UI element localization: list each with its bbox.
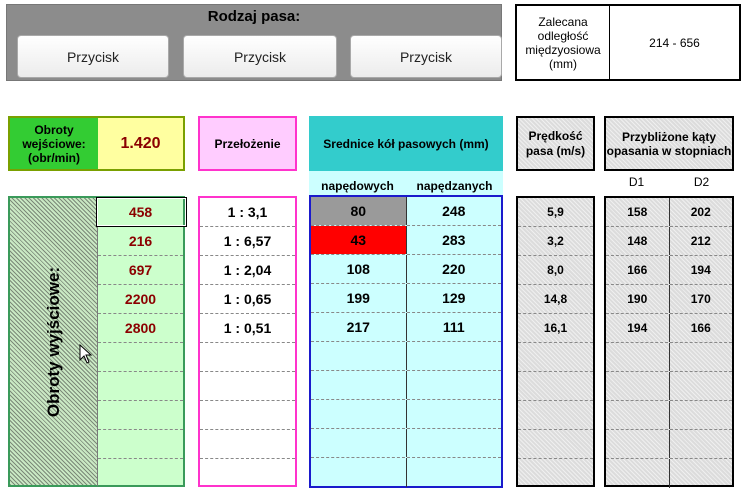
angle-d2-cell[interactable]: 202 [690, 205, 711, 219]
output-speed-cell[interactable] [98, 430, 183, 458]
driving-diameter-cell[interactable]: 43 [311, 226, 407, 254]
output-speed-row [98, 285, 183, 314]
output-speed-row [98, 256, 183, 285]
input-speed-value[interactable]: 1.420 [98, 118, 183, 169]
output-speed-cell[interactable] [98, 459, 183, 488]
driven-diameter-cell[interactable]: 283 [442, 232, 466, 248]
ratio-cell[interactable] [200, 430, 295, 458]
angles-column [604, 196, 734, 487]
angle-d2-cell[interactable]: 166 [690, 321, 711, 335]
angle-d1-subheader: D1 [628, 175, 645, 189]
driving-diameter-cell[interactable]: 108 [311, 255, 407, 283]
output-speed-row [98, 459, 183, 488]
diameter-row [311, 400, 501, 429]
belt-speed-cell[interactable]: 5,9 [547, 205, 564, 219]
angle-d2-cell[interactable]: 194 [690, 263, 711, 277]
angle-d1-cell[interactable]: 166 [606, 256, 670, 284]
angle-row [606, 256, 732, 285]
driven-diameter-cell[interactable]: 220 [442, 261, 466, 277]
driving-diameter-cell[interactable] [311, 400, 407, 428]
diameter-row [311, 458, 501, 487]
driving-diameter-cell[interactable]: 199 [311, 284, 407, 312]
diameter-row [311, 371, 501, 400]
belt-speed-row [518, 285, 593, 314]
angle-row [606, 372, 732, 401]
angle-d2-cell[interactable] [670, 372, 733, 400]
angle-d1-cell[interactable] [606, 343, 670, 371]
diameter-row [311, 429, 501, 458]
belt-type-button-2[interactable]: Przycisk [183, 35, 337, 78]
driving-diameter-cell[interactable]: 217 [311, 313, 407, 341]
belt-speed-header: Prędkość pasa (m/s) [516, 116, 595, 171]
driving-diameter-cell[interactable] [311, 429, 407, 457]
belt-speed-cell[interactable]: 14,8 [543, 292, 568, 306]
diameter-row [311, 284, 501, 313]
driving-diameter-cell[interactable] [311, 371, 407, 399]
ratio-row [200, 314, 295, 343]
ratio-row [200, 459, 295, 488]
driven-diameter-cell[interactable] [407, 371, 502, 399]
driven-diameter-cell[interactable] [407, 429, 502, 457]
angle-d2-cell[interactable]: 170 [690, 292, 711, 306]
diameters-header: Srednice kół pasowych (mm) [309, 116, 503, 171]
selected-cell-outline [96, 197, 187, 227]
angle-row [606, 343, 732, 372]
belt-speed-cell[interactable] [518, 459, 593, 488]
ratio-cell[interactable]: 1 : 0,51 [223, 320, 272, 336]
recommended-distance-value: 214 - 656 [649, 35, 700, 50]
angle-d1-cell[interactable]: 158 [606, 198, 670, 226]
belt-speed-cell[interactable] [518, 372, 593, 400]
ratio-row [200, 372, 295, 401]
driving-subheader: napędowych [321, 179, 394, 193]
diameters-column [309, 195, 503, 488]
ratio-row [200, 198, 295, 227]
output-speed-cell[interactable]: 2800 [124, 320, 157, 336]
output-speed-cell[interactable] [98, 343, 183, 371]
output-speed-cell[interactable] [98, 372, 183, 400]
angle-d1-cell[interactable]: 148 [606, 227, 670, 255]
belt-speed-row [518, 430, 593, 459]
recommended-distance-box [515, 4, 741, 81]
angle-d2-cell[interactable] [670, 401, 733, 429]
angle-row [606, 430, 732, 459]
diameters-subheader-bar [309, 171, 503, 195]
angles-header: Przybliżone kąty opasania w stopniach [604, 116, 734, 171]
belt-speed-row [518, 372, 593, 401]
angle-d2-cell[interactable] [670, 430, 733, 458]
driven-diameter-cell[interactable] [407, 400, 502, 428]
output-speed-cell[interactable] [98, 401, 183, 429]
ratio-row [200, 343, 295, 372]
belt-speed-cell[interactable] [518, 430, 593, 458]
angle-d2-cell[interactable] [670, 459, 733, 488]
belt-speed-row [518, 459, 593, 488]
ratio-cell[interactable]: 1 : 6,57 [223, 233, 272, 249]
angle-d1-cell[interactable] [606, 372, 670, 400]
mouse-pointer-icon [79, 344, 93, 364]
angle-row [606, 401, 732, 430]
output-speed-values [97, 196, 185, 487]
belt-speed-cell[interactable] [518, 401, 593, 429]
belt-speed-cell[interactable]: 3,2 [547, 234, 564, 248]
diameter-row [311, 342, 501, 371]
ratio-row [200, 256, 295, 285]
angles-subheader-row [604, 175, 734, 193]
angle-row [606, 314, 732, 343]
ratio-column [198, 196, 297, 487]
angle-d2-cell[interactable] [670, 343, 733, 371]
driven-subheader: napędzanych [416, 179, 493, 193]
angle-row [606, 227, 732, 256]
output-speed-cell[interactable]: 216 [128, 233, 153, 249]
ratio-header: Przełożenie [198, 116, 297, 171]
angle-d1-cell[interactable] [606, 401, 670, 429]
angle-d1-cell[interactable]: 194 [606, 314, 670, 342]
driven-diameter-cell[interactable] [407, 342, 502, 370]
belt-speed-row [518, 256, 593, 285]
belt-speed-cell[interactable]: 8,0 [547, 263, 564, 277]
output-speed-label-column [8, 196, 97, 487]
belt-speed-cell[interactable] [518, 343, 593, 371]
recommended-distance-label: Zalecana odległość międzyosiowa (mm) [517, 6, 610, 79]
belt-speed-row [518, 198, 593, 227]
driven-diameter-cell[interactable]: 111 [442, 319, 465, 335]
belt-type-title: Rodzaj pasa: [207, 8, 301, 25]
driving-diameter-cell[interactable] [311, 458, 407, 487]
belt-speed-cell[interactable]: 16,1 [543, 321, 568, 335]
ratio-cell[interactable] [200, 459, 295, 488]
driven-diameter-cell[interactable]: 248 [442, 203, 466, 219]
ratio-row [200, 285, 295, 314]
ratio-cell[interactable] [200, 401, 295, 429]
output-speed-row [98, 430, 183, 459]
angle-row [606, 198, 732, 227]
output-speed-row [98, 227, 183, 256]
belt-speed-row [518, 343, 593, 372]
belt-speed-column [516, 196, 595, 487]
belt-speed-row [518, 314, 593, 343]
output-speed-row [98, 372, 183, 401]
angle-d1-cell[interactable] [606, 430, 670, 458]
belt-type-button-1[interactable]: Przycisk [17, 35, 169, 78]
angle-d1-cell[interactable] [606, 459, 670, 488]
angle-d1-cell[interactable]: 190 [606, 285, 670, 313]
ratio-row [200, 401, 295, 430]
angle-row [606, 285, 732, 314]
ratio-cell[interactable]: 1 : 3,1 [227, 204, 268, 220]
driving-diameter-cell[interactable] [311, 342, 407, 370]
diameter-row [311, 226, 501, 255]
output-speed-cell[interactable]: 2200 [124, 291, 157, 307]
ratio-cell[interactable] [200, 343, 295, 371]
ratio-cell[interactable] [200, 372, 295, 400]
output-speed-cell[interactable]: 458 [128, 204, 153, 220]
driven-diameter-cell[interactable] [407, 458, 502, 487]
output-speed-row [98, 343, 183, 372]
belt-type-button-3[interactable]: Przycisk [350, 35, 502, 78]
output-speed-cell[interactable]: 697 [128, 262, 153, 278]
angle-d2-cell[interactable]: 212 [690, 234, 711, 248]
ratio-cell[interactable]: 1 : 0,65 [223, 291, 272, 307]
angle-d2-subheader: D2 [693, 175, 710, 189]
diameter-row [311, 255, 501, 284]
belt-speed-row [518, 227, 593, 256]
ratio-row [200, 430, 295, 459]
input-speed-box [8, 116, 185, 171]
angle-row [606, 459, 732, 488]
driving-diameter-cell[interactable]: 80 [311, 197, 407, 225]
input-speed-label: Obroty wejściowe: (obr/min) [10, 118, 98, 169]
belt-speed-row [518, 401, 593, 430]
driven-diameter-cell[interactable]: 129 [442, 290, 466, 306]
ratio-row [200, 227, 295, 256]
ratio-cell[interactable]: 1 : 2,04 [223, 262, 272, 278]
diameter-row [311, 197, 501, 226]
output-speed-row [98, 401, 183, 430]
output-speed-row [98, 314, 183, 343]
output-speed-label: Obroty wyjściowe: [43, 266, 63, 417]
diameter-row [311, 313, 501, 342]
